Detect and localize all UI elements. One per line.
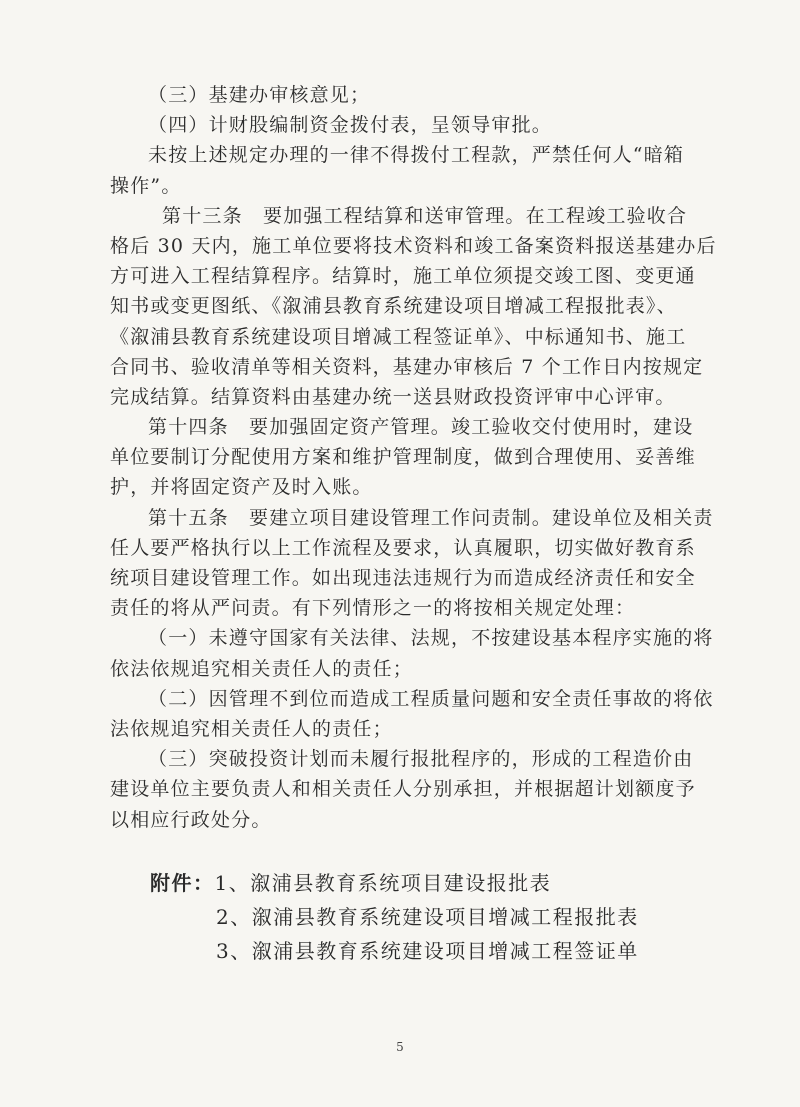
text-line: 完成结算。结算资料由基建办统一送县财政投资评审中心评审。 bbox=[110, 385, 676, 408]
text-line: 责任的将从严问责。有下列情形之一的将按相关规定处理： bbox=[110, 597, 636, 620]
text-line: 方可进入工程结算程序。结算时，施工单位须提交竣工图、变更通 bbox=[110, 265, 696, 288]
text-line: 法依规追究相关责任人的责任； bbox=[110, 717, 393, 740]
attachment-item: 2、溆浦县教育系统建设项目增减工程报批表 bbox=[216, 905, 639, 929]
text-line: 以相应行政处分。 bbox=[110, 808, 272, 831]
text-line: 《溆浦县教育系统建设项目增减工程签证单》、中标通知书、施工 bbox=[110, 325, 687, 348]
text-line: （四）计财股编制资金拨付表，呈领导审批。 bbox=[148, 114, 553, 137]
article-15-heading-line: 第十五条 要建立项目建设管理工作问责制。建设单位及相关责 bbox=[148, 506, 714, 529]
text-line: 未按上述规定办理的一律不得拨付工程款，严禁任何人“暗箱 bbox=[148, 144, 685, 167]
text-line: （一）未遵守国家有关法律、法规，不按建设基本程序实施的将 bbox=[148, 627, 714, 650]
text-line: （三）基建办审核意见； bbox=[148, 84, 371, 106]
text-line: 统项目建设管理工作。如出现违法违规行为而造成经济责任和安全 bbox=[110, 567, 696, 589]
text-line: 任人要严格执行以上工作流程及要求，认真履职，切实做好教育系 bbox=[110, 536, 696, 559]
text-line: 单位要制订分配使用方案和维护管理制度，做到合理使用、妥善维 bbox=[110, 446, 696, 469]
attachments-label: 附件： bbox=[150, 871, 215, 895]
text-line: （三）突破投资计划而未履行报批程序的，形成的工程造价由 bbox=[148, 748, 694, 771]
text-line: 知书或变更图纸、《溆浦县教育系统建设项目增减工程报批表》、 bbox=[110, 295, 677, 318]
attachment-item: 1、溆浦县教育系统项目建设报批表 bbox=[214, 871, 552, 895]
body-text bbox=[110, 80, 717, 835]
text-line: 依法依规追究相关责任人的责任； bbox=[110, 657, 414, 680]
article-13-heading-line: 第十三条 要加强工程结算和送审管理。在工程竣工验收合 bbox=[162, 204, 688, 227]
text-line: （二）因管理不到位而造成工程质量问题和安全责任事故的将依 bbox=[148, 687, 714, 710]
page-number: 5 bbox=[396, 1040, 404, 1054]
text-line: 建设单位主要负责人和相关责任人分别承担，并根据超计划额度予 bbox=[110, 778, 696, 801]
text-line: 操作”。 bbox=[110, 174, 182, 197]
article-14-heading-line: 第十四条 要加强固定资产管理。竣工验收交付使用时，建设 bbox=[148, 416, 694, 439]
attachments bbox=[150, 866, 639, 968]
text-line: 护，并将固定资产及时入账。 bbox=[110, 476, 373, 499]
attachment-item: 3、溆浦县教育系统建设项目增减工程签证单 bbox=[216, 939, 639, 963]
text-line: 格后 30 天内，施工单位要将技术资料和竣工备案资料报送基建办后 bbox=[110, 234, 717, 257]
text-line: 合同书、验收清单等相关资料，基建办审核后 7 个工作日内按规定 bbox=[110, 355, 704, 378]
